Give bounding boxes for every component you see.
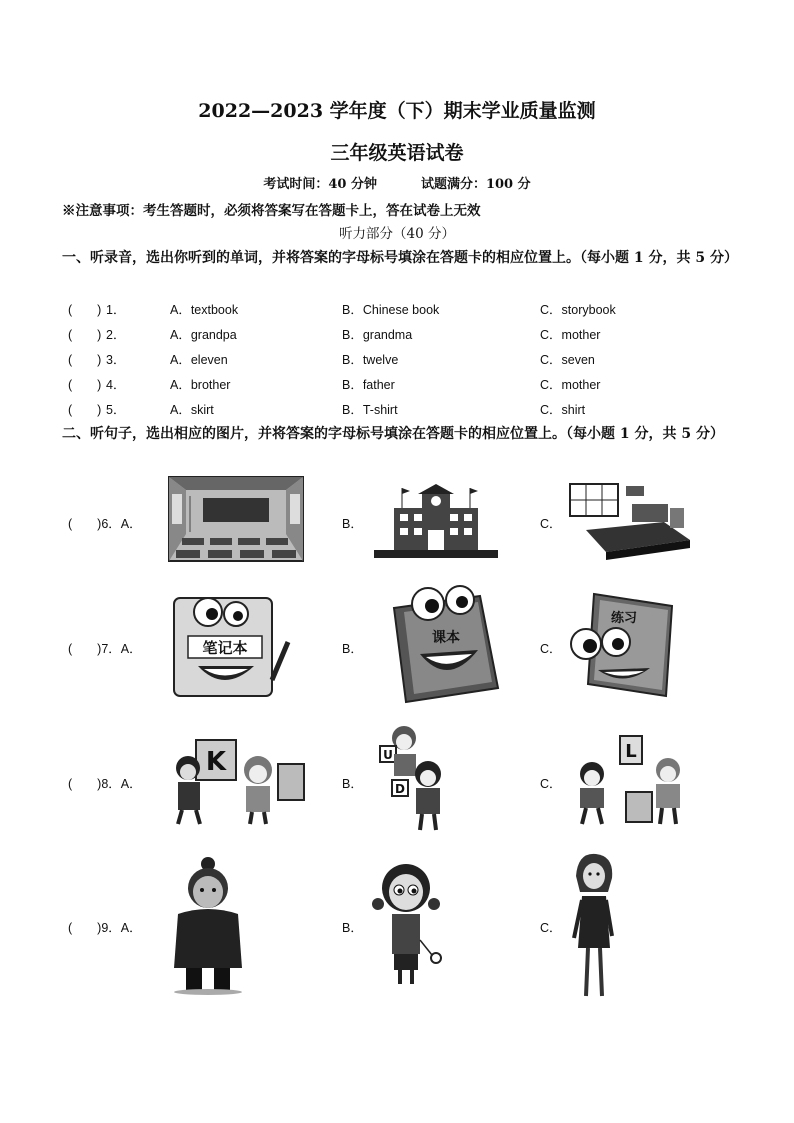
question-label: ( )8．A．: [68, 777, 142, 791]
question-row: [62, 300, 732, 322]
answer-blank[interactable]: ( ): [68, 378, 102, 392]
option-c: C．shirt: [540, 403, 586, 417]
mother-picture[interactable]: [566, 852, 622, 1002]
option-a: A．brother: [170, 378, 231, 392]
picture-question-7: [62, 584, 742, 708]
classroom-picture[interactable]: [168, 476, 304, 562]
children-cards-picture-c[interactable]: [568, 732, 692, 828]
textbook-picture[interactable]: [380, 584, 504, 708]
textbook-cover-text: 课本: [432, 630, 460, 646]
exam-title: 2022—2023 学年度（下）期末学业质量监测: [198, 100, 596, 122]
letter-card: U: [383, 748, 393, 762]
notebook-cover-text: 笔记本: [202, 639, 248, 657]
option-b: B．T-shirt: [342, 403, 398, 417]
question-row: [62, 325, 732, 347]
question-row: [62, 375, 732, 397]
exam-time: 考试时间：40 分钟: [263, 177, 377, 192]
question-row: [62, 350, 732, 372]
option-b: B．father: [342, 378, 395, 392]
picture-question-9: [62, 852, 742, 1002]
letter-card: L: [625, 741, 637, 762]
exam-notice: ※注意事项：考生答题时，必须将答案写在答题卡上，答在试卷上无效: [62, 203, 481, 219]
option-c: C．seven: [540, 353, 595, 367]
bedroom-picture[interactable]: [566, 482, 694, 562]
option-b: B．Chinese book: [342, 303, 440, 317]
option-a: A．skirt: [170, 403, 214, 417]
option-c-label: C．: [540, 517, 562, 531]
girl-picture[interactable]: [370, 860, 450, 988]
letter-card: K: [205, 747, 227, 777]
option-b-label: B．: [342, 921, 363, 935]
exam-score: 试题满分：100 分: [420, 177, 531, 192]
question-number: 3．: [106, 353, 126, 367]
exercise-book-picture[interactable]: [564, 588, 688, 704]
letter-card: D: [395, 782, 405, 796]
answer-blank[interactable]: ( ): [68, 303, 102, 317]
children-cards-picture-b[interactable]: [374, 724, 462, 834]
question-number: 4．: [106, 378, 126, 392]
grandma-picture[interactable]: [170, 856, 246, 996]
exam-info: [0, 173, 794, 192]
option-a: A．grandpa: [170, 328, 237, 342]
option-c-label: C．: [540, 777, 562, 791]
exam-subtitle: 三年级英语试卷: [330, 142, 464, 164]
option-c-label: C．: [540, 921, 562, 935]
question-number: 5．: [106, 403, 126, 417]
section1-instruction: 一、听录音，选出你听到的单词，并将答案的字母标号填涂在答题卡的相应位置上。（每小题 1 分，共 5 分）: [62, 250, 738, 266]
option-c-label: C．: [540, 642, 562, 656]
picture-question-6: [62, 476, 742, 566]
question-number: 2．: [106, 328, 126, 342]
children-cards-picture-a[interactable]: [166, 734, 306, 826]
answer-blank[interactable]: ( ): [68, 328, 102, 342]
section2-instruction: 二、听句子，选出相应的图片，并将答案的字母标号填涂在答题卡的相应位置上。（每小题 1 分，共 5 分）: [62, 426, 724, 442]
option-b-label: B．: [342, 642, 363, 656]
option-c: C．storybook: [540, 303, 616, 317]
school-building-picture[interactable]: [372, 484, 500, 560]
answer-blank[interactable]: ( ): [68, 403, 102, 417]
option-c: C．mother: [540, 328, 601, 342]
answer-blank[interactable]: ( ): [68, 353, 102, 367]
option-c: C．mother: [540, 378, 601, 392]
exercise-book-cover-text: 练习: [610, 611, 638, 626]
question-label: ( )7．A．: [68, 642, 142, 656]
question-number: 1．: [106, 303, 126, 317]
question-label: ( )9．A．: [68, 921, 142, 935]
listening-part-heading: 听力部分（40 分）: [339, 226, 455, 242]
picture-question-8: [62, 724, 742, 834]
option-a: A．textbook: [170, 303, 239, 317]
option-b-label: B．: [342, 517, 363, 531]
option-b: B．grandma: [342, 328, 413, 342]
option-b: B．twelve: [342, 353, 399, 367]
question-row: [62, 400, 732, 422]
question-label: ( )6．A．: [68, 517, 142, 531]
notebook-picture[interactable]: [168, 592, 292, 700]
option-b-label: B．: [342, 777, 363, 791]
option-a: A．eleven: [170, 353, 228, 367]
